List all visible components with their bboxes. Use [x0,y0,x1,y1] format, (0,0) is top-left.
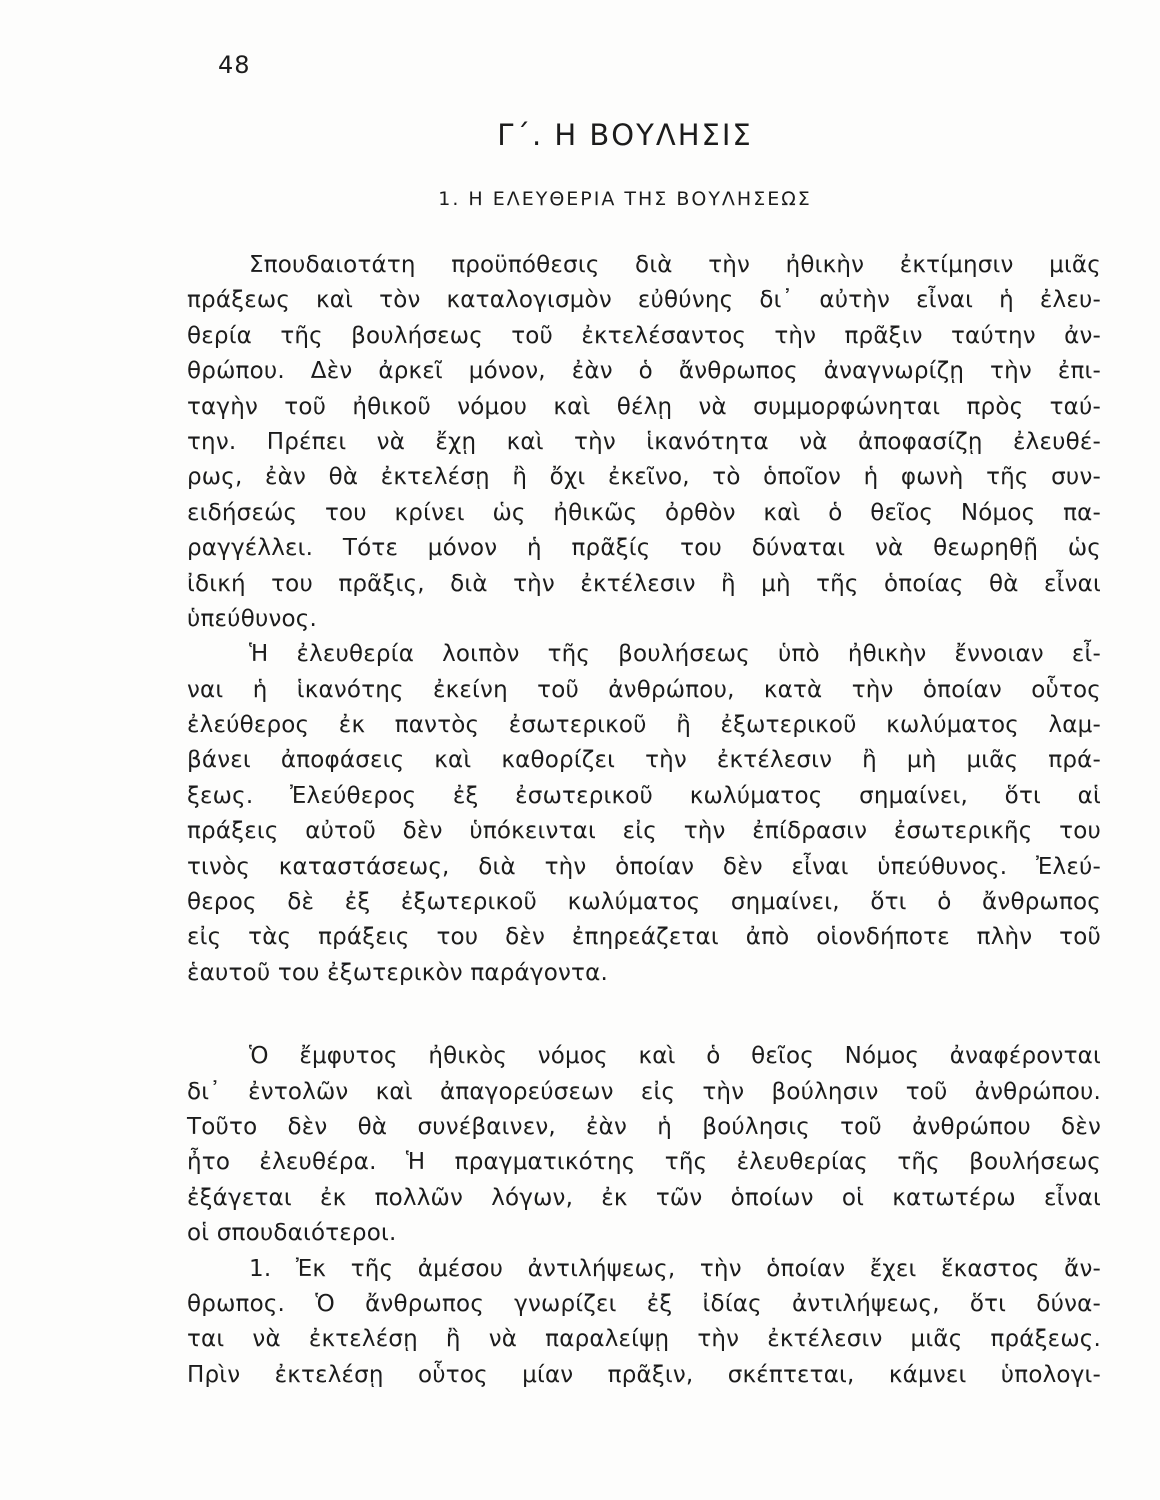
text-line: 1. Ἐκ τῆς ἀμέσου ἀντιλήψεως, τὴν ὁποίαν ἔχει ἕκαστος ἄν- [249,1255,1101,1282]
text-line: ἰδική του πρᾶξις, διὰ τὴν ἐκτέλεσιν ἢ μὴ τῆς ὁποίας θὰ εἶναι [187,570,1101,597]
text-line: ἦτο ἐλευθέρα. Ἡ πραγματικότης τῆς ἐλευθερίας τῆς βουλήσεως [187,1149,1101,1176]
text-line: θερος δὲ ἐξ ἐξωτερικοῦ κωλύματος σημαίνει, ὅτι ὁ ἄνθρωπος [187,889,1101,916]
text-line: τινὸς καταστάσεως, διὰ τὴν ὁποίαν δὲν εἶναι ὑπεύθυνος. Ἐλεύ- [187,853,1101,880]
text-line: ραγγέλλει. Τότε μόνον ἡ πρᾶξίς του δύναται νὰ θεωρηθῇ ὡς [187,535,1101,562]
text-line: την. Πρέπει νὰ ἔχῃ καὶ τὴν ἱκανότητα νὰ ἀποφασίζῃ ἐλευθέ- [187,428,1101,455]
text-line: θρώπου. Δὲν ἀρκεῖ μόνον, ἐὰν ὁ ἄνθρωπος ἀναγνωρίζῃ τὴν ἐπι- [187,358,1101,385]
text-line: ται νὰ ἐκτελέσῃ ἢ νὰ παραλείψῃ τὴν ἐκτέλεσιν μιᾶς πράξεως. [187,1326,1101,1353]
text-line: ειδήσεώς του κρίνει ὡς ἠθικῶς ὀρθὸν καὶ ὁ θεῖος Νόμος πα- [187,499,1101,526]
text-line: Τοῦτο δὲν θὰ συνέβαινεν, ἐὰν ἡ βούλησις τοῦ ἀνθρώπου δὲν [187,1113,1101,1140]
text-line: πράξεις αὐτοῦ δὲν ὑπόκεινται εἰς τὴν ἐπίδρασιν ἐσωτερικῆς του [187,818,1101,845]
text-line: βάνει ἀποφάσεις καὶ καθορίζει τὴν ἐκτέλεσιν ἢ μὴ μιᾶς πρά- [187,747,1101,774]
text-line: θερία τῆς βουλήσεως τοῦ ἐκτελέσαντος τὴν πρᾶξιν ταύτην ἀν- [187,322,1101,349]
text-line: πράξεως καὶ τὸν καταλογισμὸν εὐθύνης δι᾽ αὐτὴν εἶναι ἡ ἐλευ- [187,287,1101,314]
paragraph-2 [187,637,1101,991]
text-line: ναι ἡ ἱκανότης ἐκείνη τοῦ ἀνθρώπου, κατὰ τὴν ὁποίαν οὗτος [187,676,1101,703]
text-line: Ὁ ἔμφυτος ἠθικὸς νόμος καὶ ὁ θεῖος Νόμος ἀναφέρονται [249,1043,1101,1070]
paragraph-4 [187,1252,1101,1394]
text-line: Πρὶν ἐκτελέσῃ οὗτος μίαν πρᾶξιν, σκέπτεται, κάμνει ὑπολογι- [187,1361,1101,1388]
text-line: Ἡ ἐλευθερία λοιπὸν τῆς βουλήσεως ὑπὸ ἠθικὴν ἔννοιαν εἶ- [249,641,1101,668]
text-line: ξεως. Ἐλεύθερος ἐξ ἐσωτερικοῦ κωλύματος σημαίνει, ὅτι αἱ [187,782,1101,809]
text-line: εἰς τὰς πράξεις του δὲν ἐπηρεάζεται ἀπὸ οἱονδήποτε πλὴν τοῦ [187,924,1101,951]
text-line: ρως, ἐὰν θὰ ἐκτελέσῃ ἢ ὄχι ἐκεῖνο, τὸ ὁποῖον ἡ φωνὴ τῆς συν- [187,464,1101,491]
text-line: ὑπεύθυνος. [187,605,318,632]
chapter-title: Γ΄. Η ΒΟΥΛΗΣΙΣ [497,118,753,152]
page-number: 48 [218,51,251,79]
text-line: οἱ σπουδαιότεροι. [187,1220,397,1247]
text-line: ἑαυτοῦ του ἐξωτερικὸν παράγοντα. [187,959,608,986]
text-line: ταγὴν τοῦ ἠθικοῦ νόμου καὶ θέλῃ νὰ συμμορφώνηται πρὸς ταύ- [187,393,1101,420]
section-title: 1. Η ΕΛΕΥΘΕΡΙΑ ΤΗΣ ΒΟΥΛΗΣΕΩΣ [438,188,812,210]
text-line: ἐλεύθερος ἐκ παντὸς ἐσωτερικοῦ ἢ ἐξωτερικοῦ κωλύματος λαμ- [187,712,1101,739]
body-text [187,248,1101,1393]
text-line: θρωπος. Ὁ ἄνθρωπος γνωρίζει ἐξ ἰδίας ἀντιλήψεως, ὅτι δύνα- [187,1290,1101,1317]
paragraph-3 [187,1039,1101,1251]
text-line: Σπουδαιοτάτη προϋπόθεσις διὰ τὴν ἠθικὴν ἐκτίμησιν μιᾶς [249,252,1101,278]
paragraph-1 [187,248,1101,637]
paragraph-spacer [187,991,1101,1039]
text-line: δι᾽ ἐντολῶν καὶ ἀπαγορεύσεων εἰς τὴν βούλησιν τοῦ ἀνθρώπου. [187,1078,1101,1105]
text-line: ἐξάγεται ἐκ πολλῶν λόγων, ἐκ τῶν ὁποίων οἱ κατωτέρω εἶναι [187,1184,1101,1211]
